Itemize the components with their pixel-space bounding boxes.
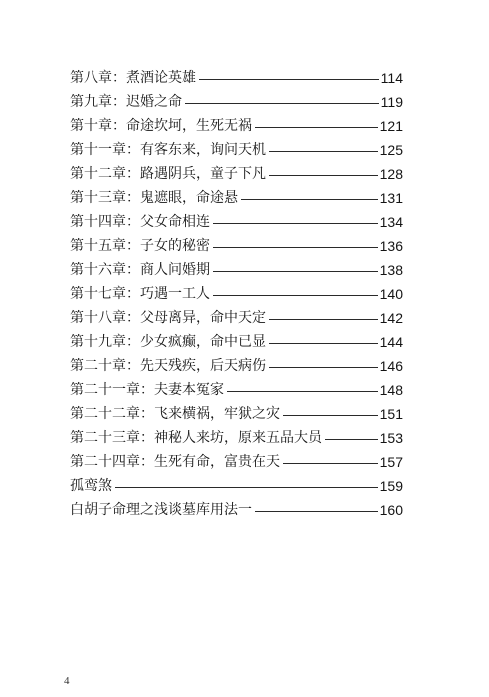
toc-entry[interactable] <box>70 330 403 354</box>
toc-leader-line <box>199 79 379 80</box>
toc-entry-page: 144 <box>379 334 403 350</box>
toc-leader-line <box>227 391 378 392</box>
toc-entry-title: 第二十三章：神秘人来坊，原来五品大员 <box>70 430 322 446</box>
toc-entry[interactable] <box>70 378 403 402</box>
toc-entry-title: 第十章：命途坎坷，生死无祸 <box>70 118 252 134</box>
toc-leader-line <box>213 247 378 248</box>
toc-entry-page: 138 <box>379 262 403 278</box>
toc-leader-line <box>213 295 378 296</box>
toc-leader-line <box>325 439 378 440</box>
toc-entry[interactable] <box>70 234 403 258</box>
toc-leader-line <box>283 463 378 464</box>
toc-entry-title: 第十五章：子女的秘密 <box>70 238 210 254</box>
toc-leader-line <box>255 511 378 512</box>
toc-entry-title: 第二十章：先天残疾，后天病伤 <box>70 358 266 374</box>
toc-entry-title: 第八章：煮酒论英雄 <box>70 70 196 86</box>
toc-entry[interactable] <box>70 282 403 306</box>
toc-entry[interactable] <box>70 186 403 210</box>
toc-entry[interactable] <box>70 402 403 426</box>
toc-entry-title: 第十六章：商人问婚期 <box>70 262 210 278</box>
table-of-contents <box>70 66 403 522</box>
toc-entry-title: 第十一章：有客东来，询问天机 <box>70 142 266 158</box>
toc-entry-page: 148 <box>379 382 403 398</box>
toc-entry[interactable] <box>70 114 403 138</box>
toc-entry[interactable] <box>70 474 403 498</box>
toc-entry-page: 131 <box>379 190 403 206</box>
toc-entry[interactable] <box>70 354 403 378</box>
toc-entry[interactable] <box>70 258 403 282</box>
toc-entry-page: 146 <box>379 358 403 374</box>
toc-leader-line <box>283 415 378 416</box>
toc-entry[interactable] <box>70 450 403 474</box>
toc-entry-page: 140 <box>379 286 403 302</box>
toc-entry-title: 第二十二章：飞来横祸，牢狱之灾 <box>70 406 280 422</box>
toc-leader-line <box>241 199 378 200</box>
toc-entry-page: 153 <box>379 430 403 446</box>
toc-entry[interactable] <box>70 90 403 114</box>
toc-entry-page: 134 <box>379 214 403 230</box>
toc-entry-page: 157 <box>379 454 403 470</box>
page-number: 4 <box>64 675 70 687</box>
toc-entry[interactable] <box>70 306 403 330</box>
toc-leader-line <box>269 367 378 368</box>
toc-entry-title: 白胡子命理之浅谈墓库用法一 <box>70 502 252 518</box>
toc-entry-page: 142 <box>379 310 403 326</box>
toc-leader-line <box>269 151 378 152</box>
toc-entry-title: 第二十四章：生死有命，富贵在天 <box>70 454 280 470</box>
toc-entry-title: 第十八章：父母离异，命中天定 <box>70 310 266 326</box>
toc-entry[interactable] <box>70 162 403 186</box>
toc-entry[interactable] <box>70 66 403 90</box>
toc-leader-line <box>255 127 378 128</box>
toc-entry-title: 孤鸾煞 <box>70 478 112 494</box>
toc-entry-page: 128 <box>379 166 403 182</box>
toc-leader-line <box>269 343 378 344</box>
toc-entry-page: 119 <box>380 94 403 110</box>
toc-entry-title: 第十二章：路遇阴兵，童子下凡 <box>70 166 266 182</box>
toc-entry[interactable] <box>70 138 403 162</box>
toc-leader-line <box>269 319 378 320</box>
toc-leader-line <box>213 223 378 224</box>
toc-entry-title: 第二十一章：夫妻本冤家 <box>70 382 224 398</box>
toc-leader-line <box>213 271 378 272</box>
toc-entry[interactable] <box>70 210 403 234</box>
toc-leader-line <box>269 175 378 176</box>
toc-entry-title: 第十四章：父女命相连 <box>70 214 210 230</box>
toc-leader-line <box>185 103 379 104</box>
toc-entry-page: 159 <box>379 478 403 494</box>
toc-entry-title: 第九章：迟婚之命 <box>70 94 182 110</box>
toc-entry-page: 160 <box>379 502 403 518</box>
toc-entry-title: 第十九章：少女疯癫，命中已显 <box>70 334 266 350</box>
toc-entry-page: 114 <box>380 70 403 86</box>
toc-entry-page: 136 <box>379 238 403 254</box>
toc-entry[interactable] <box>70 498 403 522</box>
toc-entry-title: 第十七章：巧遇一工人 <box>70 286 210 302</box>
toc-entry-page: 151 <box>379 406 403 422</box>
toc-entry-page: 125 <box>379 142 403 158</box>
toc-entry-page: 121 <box>379 118 403 134</box>
toc-entry-title: 第十三章：鬼遮眼，命途悬 <box>70 190 238 206</box>
toc-leader-line <box>115 487 378 488</box>
toc-entry[interactable] <box>70 426 403 450</box>
